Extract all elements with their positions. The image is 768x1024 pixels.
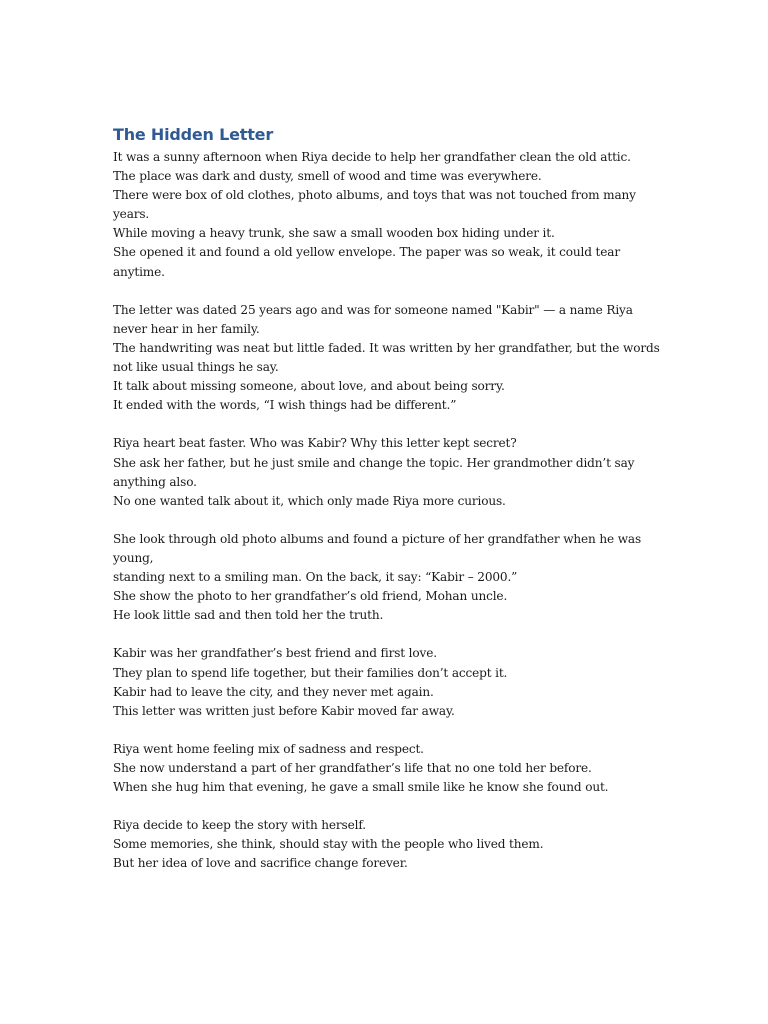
- text-line: She opened it and found a old yellow envelope. The paper was so weak, it could tear: [113, 245, 620, 260]
- paragraph-break: [113, 625, 658, 644]
- text-line: Riya decide to keep the story with herself.: [113, 818, 366, 833]
- text-line: The place was dark and dusty, smell of wood and time was everywhere.: [113, 169, 542, 184]
- text-line: The handwriting was neat but little faded. It was written by her grandfather, but the words: [113, 340, 660, 355]
- text-line: years.: [113, 207, 150, 222]
- text-line: But her idea of love and sacrifice change forever.: [113, 856, 408, 871]
- paragraph-break: [113, 721, 658, 740]
- text-line: The letter was dated 25 years ago and was for someone named "Kabir" — a name Riya: [113, 302, 633, 317]
- text-line: Riya heart beat faster. Who was Kabir? Why this letter kept secret?: [113, 436, 517, 451]
- text-line: Riya went home feeling mix of sadness and respect.: [113, 741, 424, 756]
- paragraph-break: [113, 282, 658, 301]
- text-line: While moving a heavy trunk, she saw a small wooden box hiding under it.: [113, 226, 555, 241]
- document-body: [113, 148, 658, 874]
- text-line: She ask her father, but he just smile and change the topic. Her grandmother didn’t say: [113, 455, 635, 470]
- text-line: No one wanted talk about it, which only made Riya more curious.: [113, 493, 506, 508]
- text-line: It talk about missing someone, about love, and about being sorry.: [113, 379, 505, 394]
- text-line: Kabir was her grandfather’s best friend and first love.: [113, 646, 437, 661]
- text-line: not like usual things he say.: [113, 360, 279, 375]
- text-line: He look little sad and then told her the truth.: [113, 608, 384, 623]
- text-line: She show the photo to her grandfather’s old friend, Mohan uncle.: [113, 589, 508, 604]
- document-title: The Hidden Letter: [113, 125, 274, 144]
- text-line: When she hug him that evening, he gave a small smile like he know she found out.: [113, 780, 609, 795]
- paragraph-break: [113, 797, 658, 816]
- paragraph-break: [113, 511, 658, 530]
- paragraph-break: [113, 415, 658, 434]
- text-line: young,: [113, 550, 154, 565]
- text-line: anytime.: [113, 264, 165, 279]
- text-line: It ended with the words, “I wish things had be different.”: [113, 398, 457, 413]
- text-line: This letter was written just before Kabir moved far away.: [113, 703, 455, 718]
- text-line: standing next to a smiling man. On the back, it say: “Kabir – 2000.”: [113, 570, 518, 585]
- text-line: They plan to spend life together, but their families don’t accept it.: [113, 665, 508, 680]
- text-line: Kabir had to leave the city, and they never met again.: [113, 684, 434, 699]
- text-line: It was a sunny afternoon when Riya decide to help her grandfather clean the old attic.: [113, 150, 631, 164]
- text-line: Some memories, she think, should stay with the people who lived them.: [113, 837, 544, 852]
- text-line: She now understand a part of her grandfather’s life that no one told her before.: [113, 761, 592, 775]
- text-line: There were box of old clothes, photo albums, and toys that was not touched from many: [113, 188, 636, 203]
- text-line: never hear in her family.: [113, 321, 260, 336]
- text-line: anything also.: [113, 474, 197, 489]
- text-line: She look through old photo albums and found a picture of her grandfather when he was: [113, 531, 642, 546]
